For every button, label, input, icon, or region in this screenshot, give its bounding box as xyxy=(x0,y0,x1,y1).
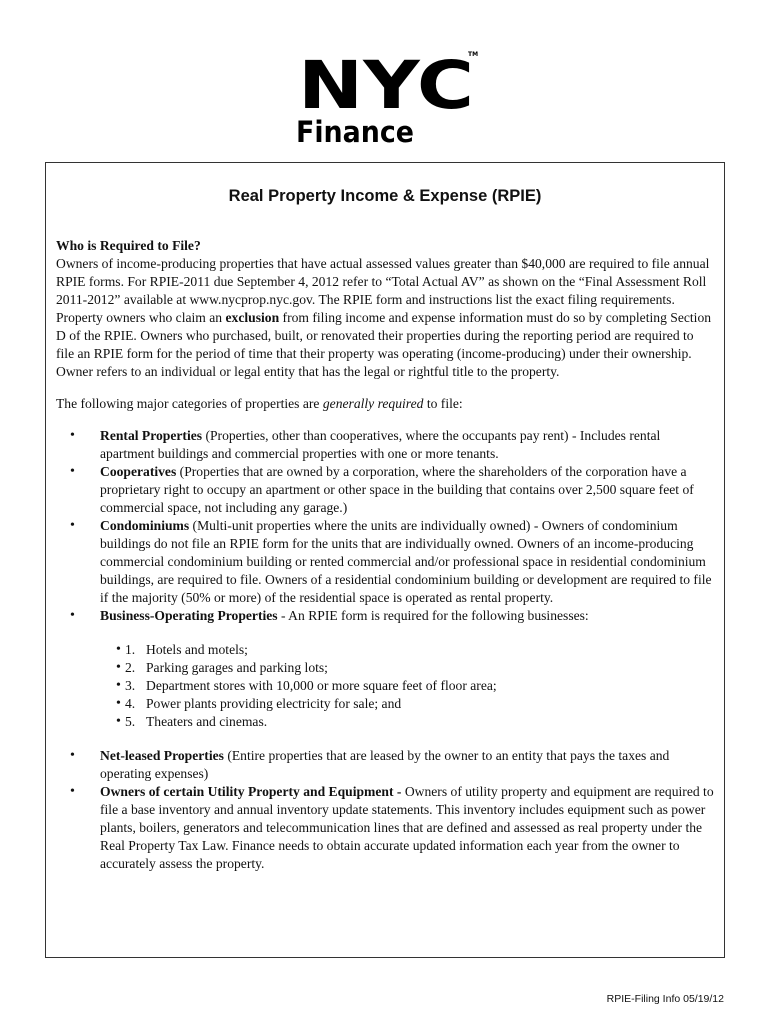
category-utility: • Owners of certain Utility Property and Equipment - Owners of utility property and equipment are required to file a base inventory and annual inventory update statements. This inventory includes equipment such as power plants, boilers, generators and telecommunication lines that are defined and assessed as real property under the Real Property Tax Law. Finance needs to obtain accurate updated information each year from the owner to accurately assess the property. xyxy=(100,783,714,873)
category-cooperatives: • Cooperatives (Properties that are owned by a corporation, where the shareholders of the corporation have a proprietary right to occupy an apartment or other space in the building that contains over 2,500 square feet of commercial space, not including any garage.) xyxy=(100,463,714,517)
footer-form-id: RPIE-Filing Info 05/19/12 xyxy=(606,993,724,1005)
category-net-leased: • Net-leased Properties (Entire properties that are leased by the owner to an entity that pays the taxes and operating expenses) xyxy=(100,747,714,783)
categories-intro: The following major categories of properties are generally required to file: xyxy=(56,396,463,411)
business-item: • 3. Department stores with 10,000 or more square feet of floor area; xyxy=(146,677,714,695)
generally-required-term: generally required xyxy=(322,396,424,411)
category-rental: • Rental Properties (Properties, other than cooperatives, where the occupants pay rent) - Includes rental apartment buildings and commercial properties with one or more tenants. xyxy=(100,427,714,463)
business-item: • 4. Power plants providing electricity for sale; and xyxy=(146,695,714,713)
business-item: • 2. Parking garages and parking lots; xyxy=(146,659,714,677)
nyc-finance-logo xyxy=(294,50,478,150)
exclusion-term: exclusion xyxy=(225,310,280,325)
logo-trademark: TM xyxy=(468,51,478,58)
document-frame xyxy=(45,162,725,958)
logo-department: Finance xyxy=(296,115,414,149)
document-title: Real Property Income & Expense (RPIE) xyxy=(228,187,542,205)
category-business-operating: • Business-Operating Properties - An RPIE form is required for the following businesses: • 1. Hotels and motels; • 2. Parking garages and parking lots; • 3. Department stores with 10,000 or more square feet of floor area; • 4. Power plants providing electricity for sale; and • 5. Theaters and cinemas. xyxy=(100,607,714,731)
category-condominiums: • Condominiums (Multi-unit properties where the units are individually owned) - Owners of condominium buildings do not file an RPIE form for the units that are individually owned. Owners of an income-producing commercial condominium building or rented commercial and/or professional space in residential condominium buildings, are required to file. Owners of a residential condominium building or development are required to file if the majority (50% or more) of the residential space is operated as rental property. xyxy=(100,517,714,607)
business-item: • 1. Hotels and motels; xyxy=(146,641,714,659)
business-list xyxy=(100,641,714,731)
filing-paragraph: Owners of income-producing properties that have actual assessed values greater than $40,000 are required to file annual RPIE forms. For RPIE-2011 due September 4, 2012 refer to “Total Actual AV” as shown on the “Final Assessment Roll 2011-2012” available at www.nycprop.nyc.gov. The RPIE form and instructions list the exact filing requirements. Property owners who claim an exclusion from filing income and expense information must do so by completing Section D of the RPIE. Owners who purchased, built, or renovated their properties during the reporting period are required to file an RPIE form for the period of time that their property was operating (income-producing) under their ownership. Owner refers to an individual or legal entity that has the legal or rightful title to the property. xyxy=(56,256,712,379)
document-content xyxy=(56,237,714,873)
business-item: • 5. Theaters and cinemas. xyxy=(146,713,714,731)
property-categories-list xyxy=(56,427,714,873)
section-heading: Who is Required to File? xyxy=(56,238,201,253)
logo-brand: NYC xyxy=(298,50,474,124)
